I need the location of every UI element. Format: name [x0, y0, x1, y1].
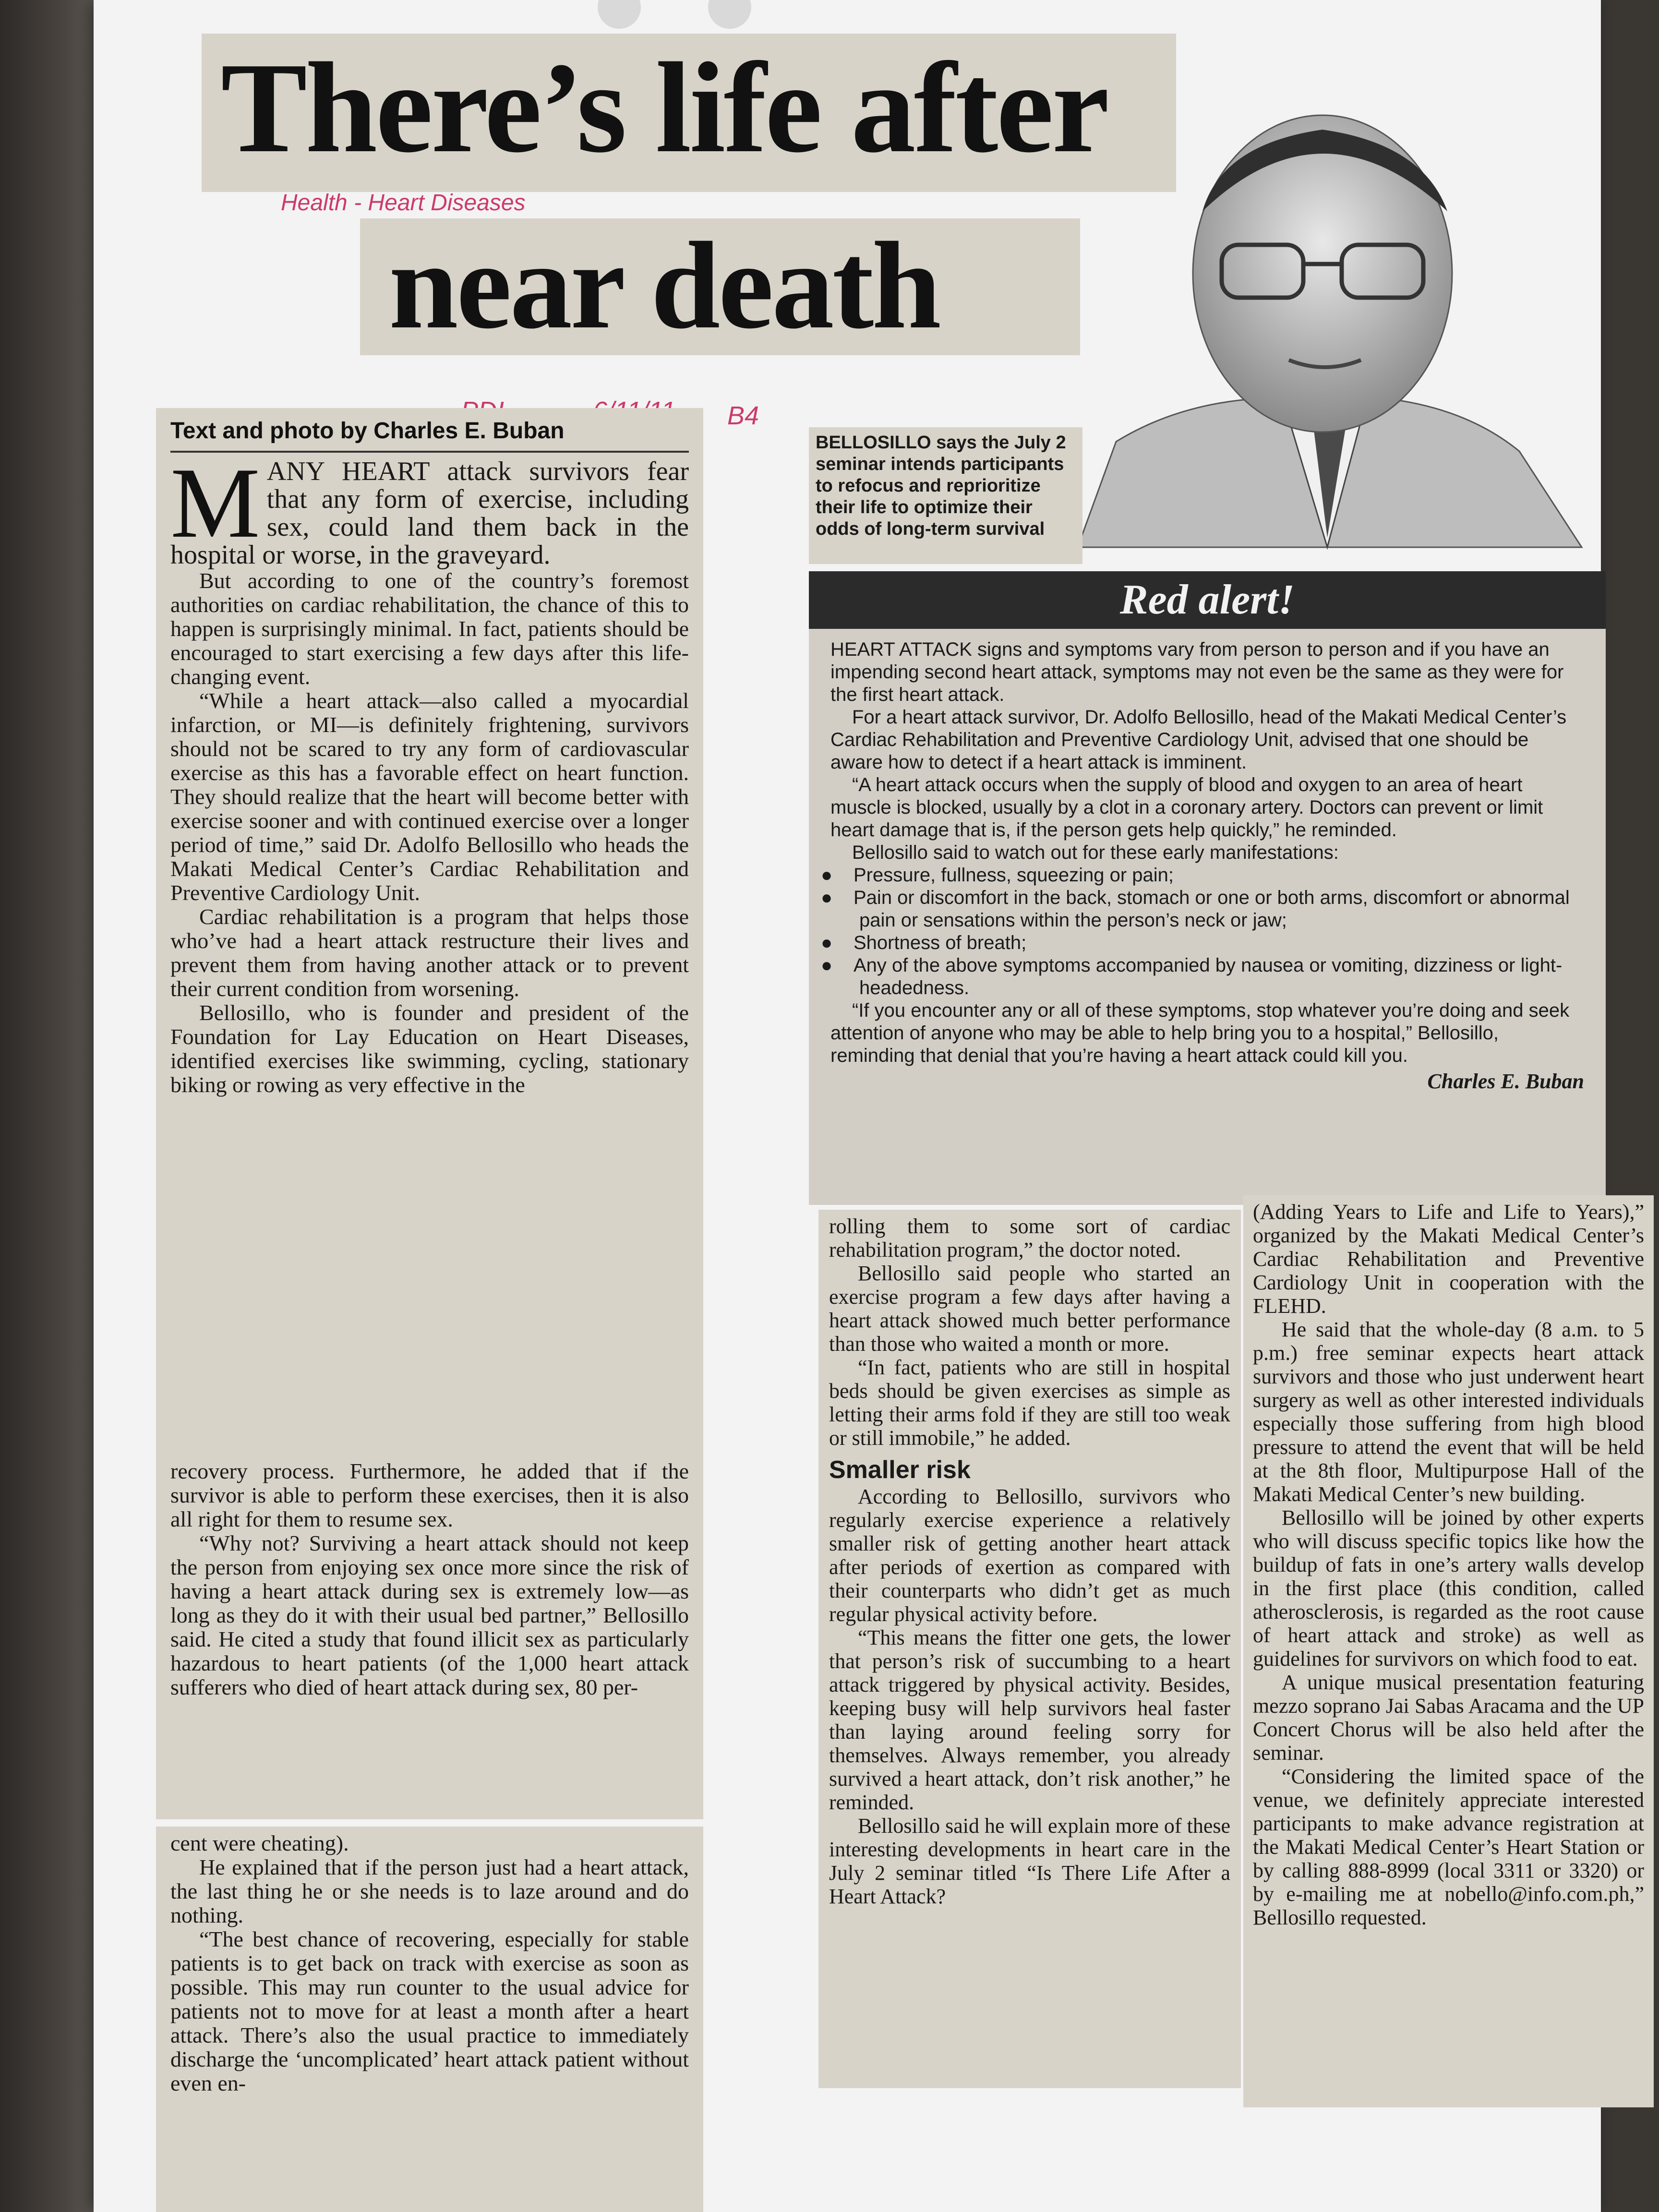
paragraph: According to Bellosillo, survivors who regularly exercise experience a relatively smaller risk of getting another heart attack after periods of exertion as compared with their counterparts who didn’t get as much regular physical activity before.: [829, 1485, 1230, 1626]
paragraph: “Why not? Surviving a heart attack should not keep the person from enjoying sex once more since the risk of having a heart attack during sex is extremely low—as long as they do it with their usual bed partner,” Bellosillo said. He cited a study that found illicit sex as particularly hazardous to heart patients (of the 1,000 heart attack sufferers who died of heart attack during sex, 80 per-: [170, 1531, 689, 1699]
red-alert-text: [809, 629, 1606, 1195]
red-alert-title: Red alert!: [809, 571, 1606, 629]
paragraph: “If you encounter any or all of these symptoms, stop whatever you’re doing and seek attention of anyone who may be able to help bring you to a hospital,” Bellosillo, reminding that denial that you’re having a heart attack could kill you.: [830, 1000, 1570, 1066]
column-1b-text: [170, 1459, 689, 1815]
handwritten-category: Health - Heart Diseases: [281, 190, 526, 216]
paragraph: A unique musical presentation featuring mezzo soprano Jai Sabas Aracama and the UP Concert Chorus will be also held after the seminar.: [1253, 1671, 1644, 1765]
bullet-icon: ●: [821, 865, 833, 886]
lead-paragraph: ANY HEART attack survivors fear that any form of exercise, including sex, could land them back in the hospital or worse, in the graveyard.: [170, 457, 689, 570]
scrapbook-page: [94, 0, 1644, 2212]
column-1c-clip: [156, 1827, 703, 2212]
bullet-icon: ●: [821, 932, 833, 953]
paragraph: recovery process. Furthermore, he added that if the survivor is able to perform these exercises, then it is also all right for them to resume sex.: [170, 1459, 689, 1531]
paragraph: “Considering the limited space of the venue, we definitely appreciate interested participants to make advance registration at the Makati Medical Center’s Heart Station or by calling 888-8999 (local 3311 or 3320) or by e-mailing me at nobello@info.com.ph,” Bellosillo requested.: [1253, 1765, 1644, 1929]
byline: Text and photo by Charles E. Buban: [170, 418, 565, 444]
bullet-text: Any of the above symptoms accompanied by nausea or vomiting, dizziness or light-headedness.: [854, 955, 1563, 998]
paragraph: “The best chance of recovering, especially for stable patients is to get back on track with exercise as soon as possible. This may run counter to the usual advice for patients not to move for at least a month after a heart attack. There’s also the usual practice to immediately discharge the ‘uncomplicated’ heart attack patient without even en-: [170, 1927, 689, 2095]
bullet-item: [821, 932, 1584, 954]
bellosillo-photo: [1058, 67, 1587, 552]
paragraph: He said that the whole-day (8 a.m. to 5 p.m.) free seminar expects heart attack survivors and those who just underwent heart surgery as well as other interested individuals especially those suffering from high blood pressure to attend the event that will be held at the 8th floor, Multipurpose Hall of the Makati Medical Center’s new building.: [1253, 1318, 1644, 1506]
column-3-clip: [1243, 1195, 1654, 2107]
column-2-text: [829, 1214, 1230, 2083]
paragraph: Bellosillo said people who started an exercise program a few days after having a heart attack showed much better performance than those who waited a month or more.: [829, 1262, 1230, 1356]
bullet-text: Pain or discomfort in the back, stomach or one or both arms, discomfort or abnormal pain or sensations within the person’s neck or jaw;: [854, 887, 1570, 931]
photo-caption: BELLOSILLO says the July 2 seminar intends participants to refocus and reprioritize their life to optimize their odds of long-term survival: [816, 433, 1066, 539]
column-3-text: [1253, 1200, 1644, 2103]
column-1b-clip: [156, 1455, 703, 1819]
paragraph: “In fact, patients who are still in hospital beds should be given exercises as simple as letting their arms fold if they are still too weak or still immobile,” he added.: [829, 1356, 1230, 1450]
paragraph: Bellosillo, who is founder and president of the Foundation for Lay Education on Heart Diseases, identified exercises like swimming, cycling, stationary biking or rowing as very effective in the: [170, 1000, 689, 1097]
handwritten-page: B4: [727, 401, 759, 430]
punch-hole: [708, 0, 751, 29]
paragraph: Cardiac rehabilitation is a program that helps those who’ve had a heart attack restructure their lives and prevent them from having another attack or to prevent their current condition from worsening.: [170, 904, 689, 1001]
paragraph: “A heart attack occurs when the supply of blood and oxygen to an area of heart muscle is blocked, usually by a clot in a coronary artery. Doctors can prevent or limit heart damage that is, if the person gets help quickly,” he reminded.: [830, 774, 1543, 841]
paragraph: rolling them to some sort of cardiac rehabilitation program,” the doctor noted.: [829, 1214, 1230, 1262]
headline-clip-1: [202, 34, 1176, 192]
paragraph: But according to one of the country’s foremost authorities on cardiac rehabilitation, the chance of this to happen is surprisingly minimal. In fact, patients should be encouraged to start exercising a few days after this life-changing event.: [170, 568, 689, 689]
headline-clip-2: [360, 218, 1080, 355]
bullet-item: [821, 887, 1584, 932]
column-1-text: [170, 457, 689, 1432]
bullet-text: Shortness of breath;: [854, 932, 1027, 953]
red-alert-box: [809, 571, 1606, 1205]
paragraph: cent were cheating).: [170, 1831, 349, 1855]
sidebar-signature: Charles E. Buban: [1427, 1070, 1584, 1093]
column-2-clip: [818, 1210, 1241, 2088]
paragraph: Bellosillo will be joined by other experts who will discuss specific topics like how the buildup of fats in one’s artery walls develop in the first place (this condition, called atherosclerosis, is regarded as the root cause of heart attack and stroke) as well as guidelines for survivors on which food to eat.: [1253, 1506, 1644, 1671]
paragraph: Bellosillo said he will explain more of these interesting developments in heart care in the July 2 seminar titled “Is There Life After a Heart Attack?: [829, 1814, 1230, 1908]
paragraph: “This means the fitter one gets, the lower that person’s risk of succumbing to a heart attack triggered by physical activity. Besides, keeping busy will help survivors heal faster than laying around feeling sorry for themselves. Always remember, you already survived a heart attack, don’t risk another,” he reminded.: [829, 1626, 1230, 1814]
paragraph: (Adding Years to Life and Life to Years),” organized by the Makati Medical Center’s Cardiac Rehabilitation and Preventive Cardiology Unit in cooperation with the FLEHD.: [1253, 1200, 1644, 1318]
column-1c-text: [170, 1831, 689, 2211]
bullet-text: Pressure, fullness, squeezing or pain;: [854, 865, 1174, 886]
subhead-smaller-risk: Smaller risk: [829, 1456, 971, 1484]
bullet-icon: ●: [821, 887, 833, 908]
paragraph: “While a heart attack—also called a myocardial infarction, or MI—is definitely frightening, survivors should not be scared to try any form of cardiovascular exercise as this has a favorable effect on heart function. They should realize that the heart will become better with exercise sooner and with continued exercise over a longer period of time,” said Dr. Adolfo Bellosillo who heads the Makati Medical Center’s Cardiac Rehabilitation and Preventive Cardiology Unit.: [170, 688, 689, 905]
bullet-item: [821, 954, 1584, 999]
photo-caption-clip: [809, 427, 1082, 564]
paragraph: For a heart attack survivor, Dr. Adolfo Bellosillo, head of the Makati Medical Center’s Cardiac Rehabilitation and Preventive Cardiology Unit, advised that one should be aware how to detect if a heart attack is imminent.: [830, 707, 1567, 773]
paragraph: He explained that if the person just had a heart attack, the last thing he or she needs is to laze around and do nothing.: [170, 1855, 689, 1927]
punch-hole: [598, 0, 641, 29]
headline-line-2: near death: [389, 216, 939, 355]
headline-line-1: There’s life after: [221, 36, 1108, 180]
paragraph: HEART ATTACK signs and symptoms vary from person to person and if you have an impending second heart attack, symptoms may not even be the same as they were for the first heart attack.: [830, 639, 1564, 705]
bullet-icon: ●: [821, 955, 833, 976]
column-1-clip: [156, 408, 703, 1455]
drop-cap: M: [170, 457, 260, 559]
paragraph: Bellosillo said to watch out for these early manifestations:: [852, 842, 1339, 863]
bullet-item: [821, 864, 1584, 887]
